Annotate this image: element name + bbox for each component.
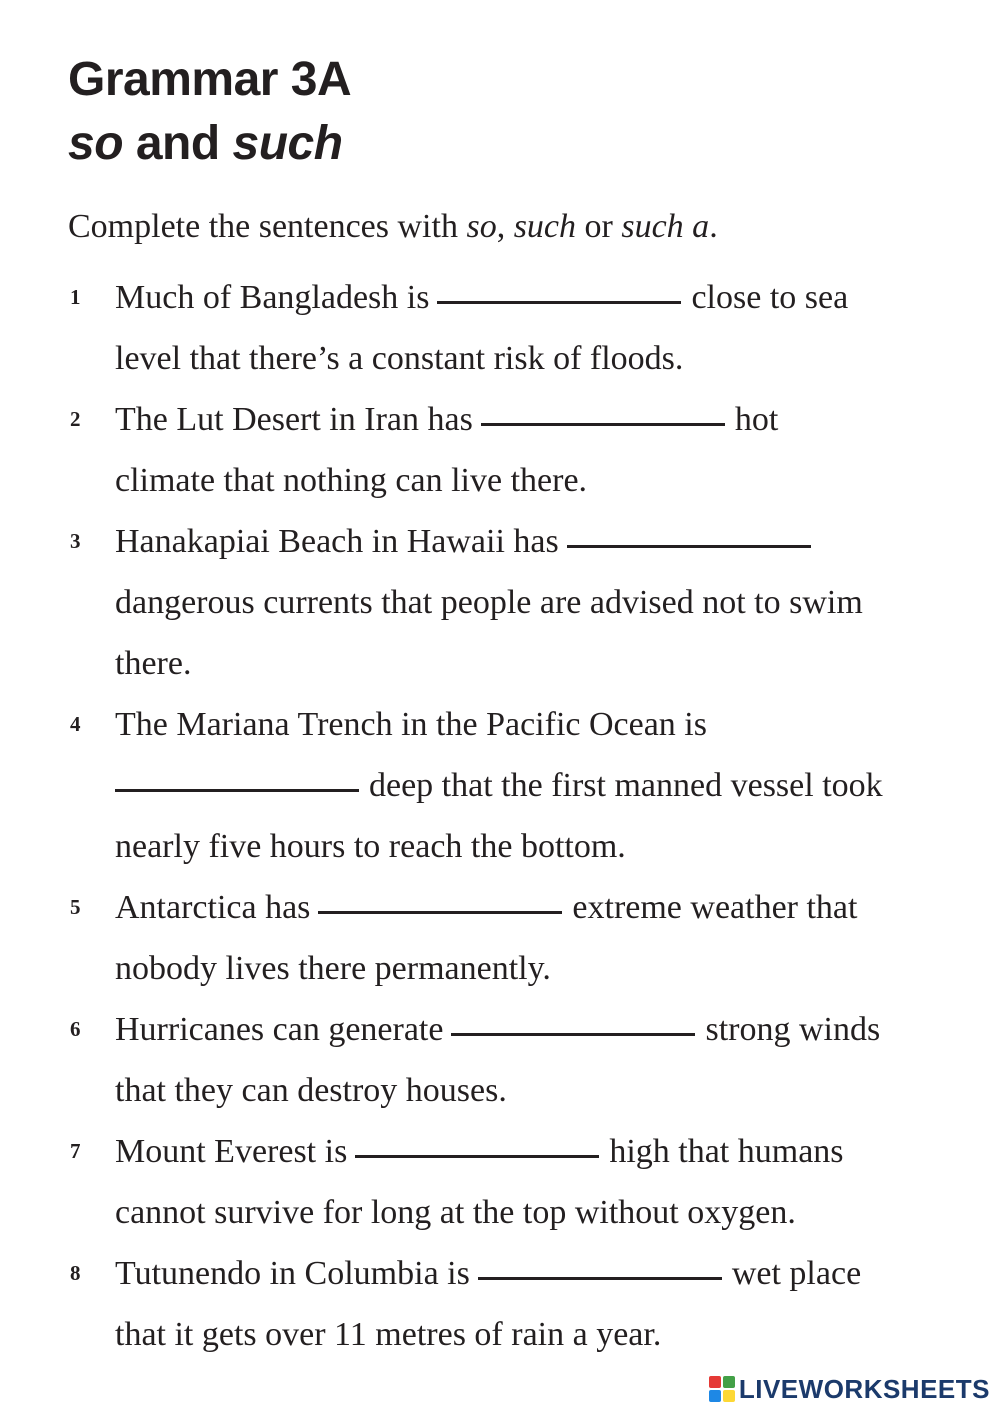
- item-line: [115, 1243, 925, 1304]
- text-before-blank: Hanakapiai Beach in Hawaii has: [115, 523, 559, 560]
- option-such-a: such a: [621, 208, 710, 245]
- instructions: [68, 200, 718, 254]
- instructions-sep1: ,: [496, 208, 514, 245]
- item-line: The Mariana Trench in the Pacific Ocean is: [115, 706, 707, 743]
- logo-square-yellow: [723, 1390, 735, 1402]
- text-before-blank: Much of Bangladesh is: [115, 279, 430, 316]
- text-before-blank: Hurricanes can generate: [115, 1011, 444, 1048]
- item-line: that it gets over 11 metres of rain a year.: [115, 1316, 662, 1353]
- answer-blank[interactable]: [481, 423, 725, 426]
- liveworksheets-logo: [709, 1373, 990, 1405]
- item-number: 6: [70, 1017, 81, 1041]
- exercise-item: [0, 511, 925, 694]
- answer-blank[interactable]: [115, 789, 359, 792]
- page-title: Grammar 3A: [68, 53, 352, 106]
- text-before-blank: Antarctica has: [115, 889, 311, 926]
- item-line: climate that nothing can live there.: [115, 462, 588, 499]
- option-so: so: [466, 208, 497, 245]
- item-line: [115, 877, 925, 938]
- item-number: 4: [70, 712, 81, 736]
- item-line: cannot survive for long at the top without oxygen.: [115, 1194, 796, 1231]
- item-line: [115, 511, 925, 572]
- logo-square-red: [709, 1376, 721, 1388]
- text-before-blank: Tutunendo in Columbia is: [115, 1255, 470, 1292]
- subtitle-and: and: [123, 117, 233, 170]
- text-after-blank: deep that the first manned vessel took: [369, 767, 883, 804]
- text-after-blank: strong winds: [705, 1011, 881, 1048]
- instructions-suffix: .: [709, 208, 718, 245]
- exercise-item: [0, 1121, 925, 1243]
- item-line: nearly five hours to reach the bottom.: [115, 828, 626, 865]
- subtitle-so: so: [68, 117, 124, 170]
- liveworksheets-logo-text: LIVEWORKSHEETS: [738, 1374, 990, 1404]
- option-such: such: [513, 208, 577, 245]
- item-line: dangerous currents that people are advised not to swim: [115, 584, 863, 621]
- answer-blank[interactable]: [318, 911, 562, 914]
- answer-blank[interactable]: [478, 1277, 722, 1280]
- item-number: 8: [70, 1261, 81, 1285]
- text-before-blank: The Lut Desert in Iran has: [115, 401, 473, 438]
- logo-square-blue: [709, 1390, 721, 1402]
- exercise-list: [0, 267, 1000, 1365]
- item-line: [115, 755, 925, 816]
- item-number: 3: [70, 529, 81, 553]
- answer-blank[interactable]: [437, 301, 681, 304]
- exercise-item: [0, 389, 925, 511]
- instructions-prefix: Complete the sentences with: [68, 208, 467, 245]
- instructions-sep2: or: [576, 208, 622, 245]
- text-after-blank: hot: [734, 401, 779, 438]
- answer-blank[interactable]: [567, 545, 811, 548]
- item-line: [115, 267, 925, 328]
- item-line: nobody lives there permanently.: [115, 950, 551, 987]
- text-after-blank: extreme weather that: [572, 889, 858, 926]
- text-after-blank: wet place: [731, 1255, 862, 1292]
- page-subtitle: [68, 114, 343, 174]
- item-line: that they can destroy houses.: [115, 1072, 507, 1109]
- item-line: [115, 999, 925, 1060]
- item-number: 7: [70, 1139, 81, 1163]
- item-number: 2: [70, 407, 81, 431]
- subtitle-such: such: [232, 117, 343, 170]
- exercise-item: [0, 267, 925, 389]
- liveworksheets-logo-icon: [709, 1376, 735, 1402]
- item-line: there.: [115, 645, 192, 682]
- item-line: [115, 1121, 925, 1182]
- answer-blank[interactable]: [355, 1155, 599, 1158]
- item-number: 1: [70, 285, 81, 309]
- exercise-item: [0, 999, 925, 1121]
- text-before-blank: Mount Everest is: [115, 1133, 348, 1170]
- logo-square-green: [723, 1376, 735, 1388]
- text-after-blank: high that humans: [609, 1133, 844, 1170]
- answer-blank[interactable]: [451, 1033, 695, 1036]
- text-after-blank: close to sea: [691, 279, 849, 316]
- exercise-item: [0, 1243, 925, 1365]
- exercise-item: [0, 877, 925, 999]
- item-line: [115, 389, 925, 450]
- item-line: level that there’s a constant risk of floods.: [115, 340, 684, 377]
- item-number: 5: [70, 895, 81, 919]
- exercise-item: [0, 694, 925, 877]
